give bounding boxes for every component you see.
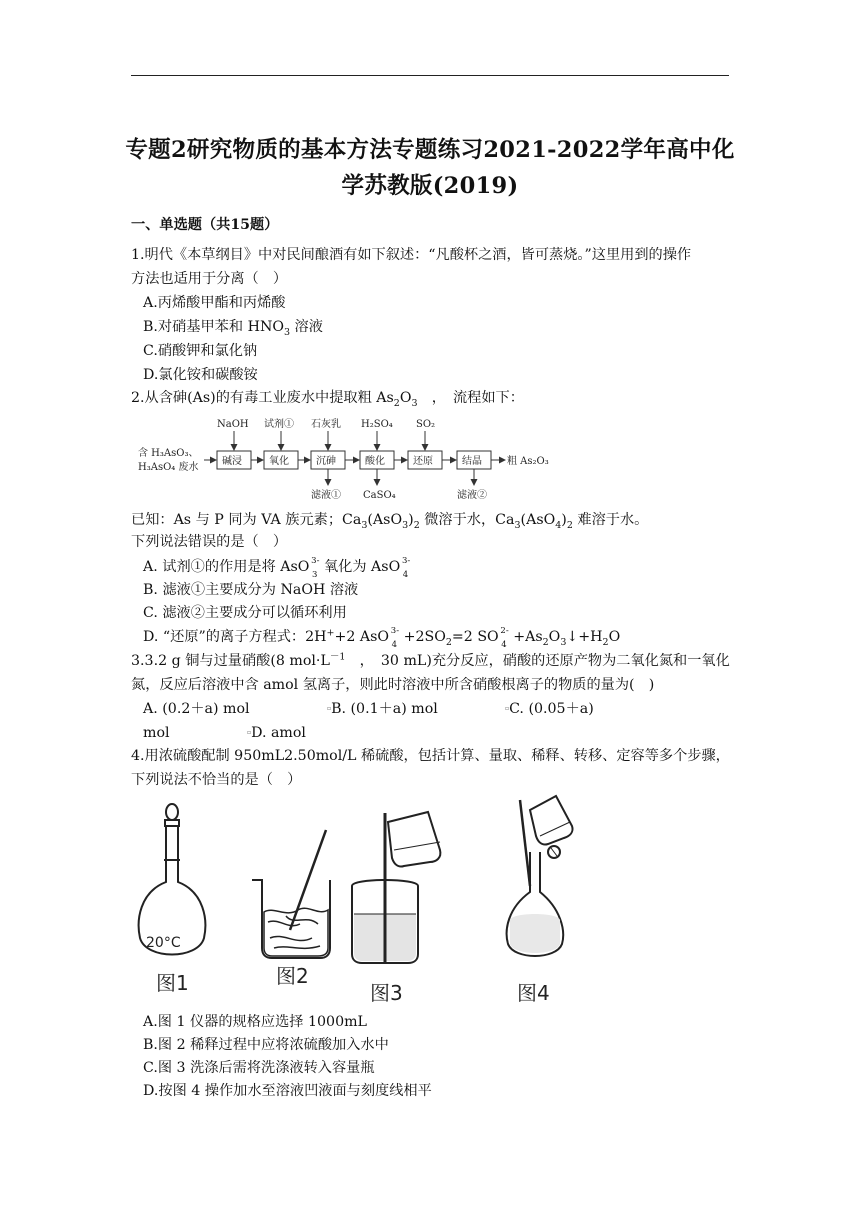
- q1-stem-line2: 方法也适用于分离（ ）: [131, 271, 288, 287]
- q2-option-d[interactable]: D. “还原”的离子方程式：2H++2 AsO 3- 4 $+2SO_2=2$ SO 2- 4 $+As_2O_3↓+H_2O$: [143, 626, 621, 650]
- q2-option-a[interactable]: A. 试剂①的作用是将 AsO 3- 3 氧化为 AsO 3- 4: [143, 556, 411, 580]
- q2-ask: 下列说法错误的是（ ）: [131, 534, 288, 550]
- q3-option-d[interactable]: ▫D. amol: [247, 725, 306, 741]
- q3-option-c-unit: mol: [143, 725, 170, 741]
- flow-reagent-1: NaOH: [217, 419, 249, 430]
- q1-stem-line1: 1.明代《本草纲目》中对民间酿酒有如下叙述：“凡酸杯之酒，皆可蒸烧。”这里用到的操作: [131, 247, 692, 263]
- flow-step-2: 氧化: [269, 456, 289, 467]
- q1-option-c[interactable]: C.硝酸钾和氯化钠: [143, 343, 258, 359]
- q1-option-a[interactable]: A.丙烯酸甲酯和丙烯酸: [143, 295, 286, 311]
- q4-stem-line2: 下列说法不恰当的是（ ）: [131, 772, 302, 788]
- flow-reagent-2: 试剂①: [264, 419, 294, 430]
- q2-option-b[interactable]: B. 滤液①主要成分为 NaOH 溶液: [143, 582, 359, 598]
- flask-filling-icon: [507, 796, 573, 956]
- q1-option-d[interactable]: D.氯化铵和碳酸铵: [143, 367, 258, 383]
- flow-step-4: 酸化: [365, 456, 385, 467]
- flow-step-6: 结晶: [462, 456, 482, 467]
- q4-option-a[interactable]: A.图 1 仪器的规格应选择 1000mL: [143, 1014, 367, 1030]
- fig-label-1: 图1: [156, 971, 189, 995]
- q4-option-d[interactable]: D.按图 4 操作加水至溶液凹液面与刻度线相平: [143, 1083, 432, 1099]
- volumetric-flask-icon: [139, 804, 206, 955]
- q4-stem-line1: 4.用浓硫酸配制 950mL2.50mol/L 稀硫酸，包括计算、量取、稀释、转移、定容等多个步骤，: [131, 748, 730, 764]
- q3-stem-line2: 氮，反应后溶液中含 amol 氢离子，则此时溶液中所含硝酸根离子的物质的量为( ): [131, 677, 655, 693]
- q2-option-c[interactable]: C. 滤液②主要成分可以循环利用: [143, 605, 347, 621]
- q1-option-b[interactable]: B.对硝基甲苯和 $HNO_3$ 溶液: [143, 319, 323, 338]
- q3-stem-line1: 3.3.2 g 铜与过量硝酸(8 $mol\cdot L^{-1}$ ， 30 mL)充分反应，硝酸的还原产物为二氧化氮和一氧化: [131, 651, 730, 669]
- q3-option-b[interactable]: ▫B. (0.1＋a) mol: [327, 701, 438, 717]
- beaker-stirring-icon: [252, 830, 330, 958]
- fig-label-2: 图2: [276, 964, 309, 988]
- title-line-1: 专题2研究物质的基本方法专题练习2021-2022学年高中化: [125, 137, 735, 163]
- flow-feed-line1: 含 H₃AsO₃、: [138, 448, 199, 459]
- option-marker-icon: ▫: [247, 729, 252, 736]
- beaker-pouring-icon: [352, 812, 440, 963]
- q3-option-a[interactable]: A. (0.2＋a) mol: [143, 701, 250, 717]
- q2-known: 已知：As 与 P 同为 VA 族元素；$Ca_3(AsO_3)_2$ 微溶于水，$Ca_3(AsO_4)_2$ 难溶于水。: [131, 512, 649, 531]
- flow-step-5: 还原: [413, 456, 433, 467]
- q4-option-b[interactable]: B.图 2 稀释过程中应将浓硫酸加入水中: [143, 1037, 389, 1053]
- flow-step-3: 沉砷: [316, 456, 336, 467]
- fig-label-4: 图4: [517, 981, 550, 1005]
- section-heading: 一、单选题（共15题）: [131, 217, 279, 233]
- flow-step-1: 碱浸: [222, 456, 242, 467]
- q4-option-c[interactable]: C.图 3 洗涤后需将洗涤液转入容量瓶: [143, 1060, 375, 1076]
- flask-temp-label: 20°C: [146, 935, 181, 951]
- fig-label-3: 图3: [370, 981, 403, 1005]
- flow-product: 粗 As₂O₃: [507, 456, 549, 467]
- flow-reagent-3: 石灰乳: [311, 419, 341, 430]
- flow-output-1: 滤液①: [311, 490, 341, 501]
- flow-feed-line2: H₃AsO₄ 废水: [138, 462, 199, 473]
- q2-stem: 2.从含砷(As)的有毒工业废水中提取粗 $As_2O_3$ ， 流程如下：: [131, 390, 524, 409]
- flow-output-2: CaSO₄: [363, 490, 396, 501]
- flow-output-3: 滤液②: [457, 490, 487, 501]
- flow-reagent-5: SO₂: [416, 419, 436, 430]
- option-marker-icon: ▫: [327, 705, 332, 712]
- flow-reagent-4: H₂SO₄: [361, 419, 393, 430]
- title-line-2: 学苏教版(2019): [341, 173, 519, 199]
- q3-option-c[interactable]: ▫C. (0.05＋a): [505, 701, 594, 717]
- option-marker-icon: ▫: [505, 705, 510, 712]
